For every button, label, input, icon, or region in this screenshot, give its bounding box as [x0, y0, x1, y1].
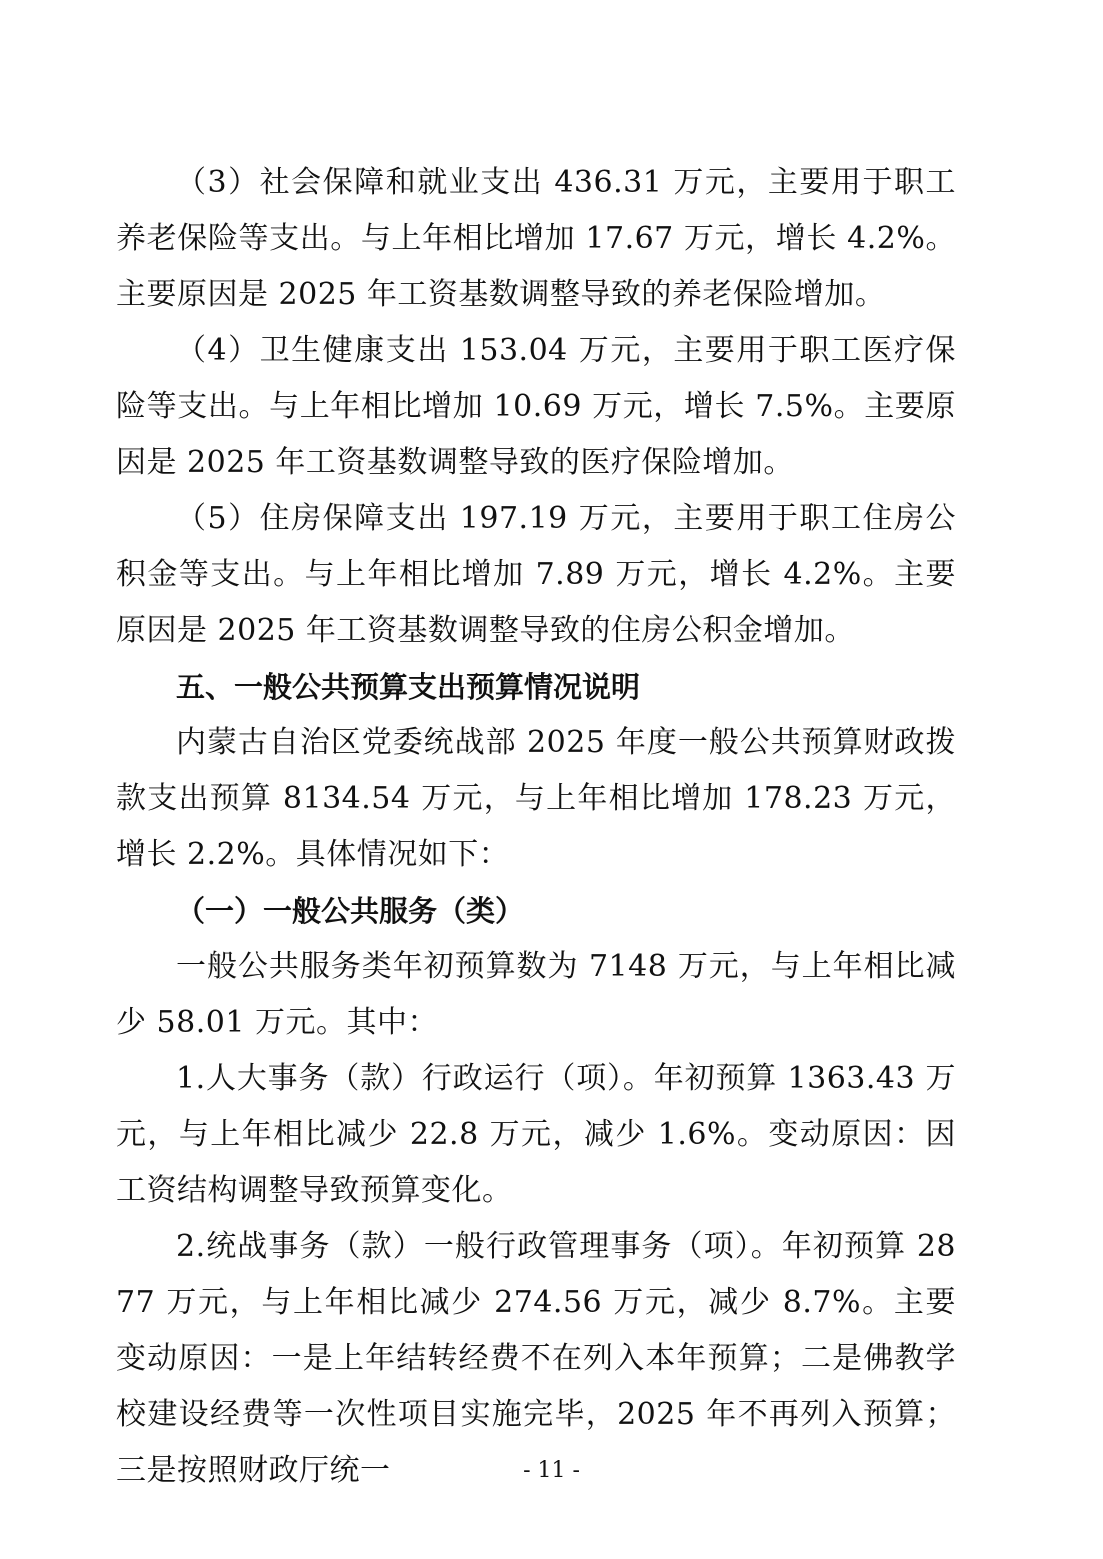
page-number: - 11 - — [523, 1458, 580, 1483]
paragraph-social-security: （3）社会保障和就业支出 436.31 万元，主要用于职工养老保险等支出。与上年相比增加 17.67 万元，增长 4.2%。主要原因是 2025 年工资基数调整导致的养老保险增加。 — [116, 165, 956, 312]
subsection-heading: （一）一般公共服务（类） — [176, 894, 525, 928]
paragraph-health: （4）卫生健康支出 153.04 万元，主要用于职工医疗保险等支出。与上年相比增加 10.69 万元，增长 7.5%。主要原因是 2025 年工资基数调整导致的医疗保险增加。 — [116, 333, 956, 480]
paragraph-housing: （5）住房保障支出 197.19 万元，主要用于职工住房公积金等支出。与上年相比增加 7.89 万元，增长 4.2%。主要原因是 2025 年工资基数调整导致的住房公积金增加。 — [116, 501, 956, 648]
paragraph-budget-overview: 内蒙古自治区党委统战部 2025 年度一般公共预算财政拨款支出预算 8134.54 万元，与上年相比增加 178.23 万元，增长 2.2%。具体情况如下： — [116, 725, 956, 872]
section-heading: 五、一般公共预算支出预算情况说明 — [176, 670, 641, 704]
paragraph-item-2: 2.统战事务（款）一般行政管理事务（项）。年初预算 2877 万元，与上年相比减少 274.56 万元，减少 8.7%。主要变动原因：一是上年结转经费不在列入本年预算；二是佛教学校建设经费等一次性项目实施完毕，2025 年不再列入预算；三是按照财政厅统一 — [116, 1229, 956, 1488]
body-text — [116, 155, 956, 1499]
paragraph-public-services: 一般公共服务类年初预算数为 7148 万元，与上年相比减少 58.01 万元。其中： — [116, 949, 956, 1040]
paragraph-item-1: 1.人大事务（款）行政运行（项）。年初预算 1363.43 万元，与上年相比减少 22.8 万元，减少 1.6%。变动原因：因工资结构调整导致预算变化。 — [116, 1061, 956, 1208]
